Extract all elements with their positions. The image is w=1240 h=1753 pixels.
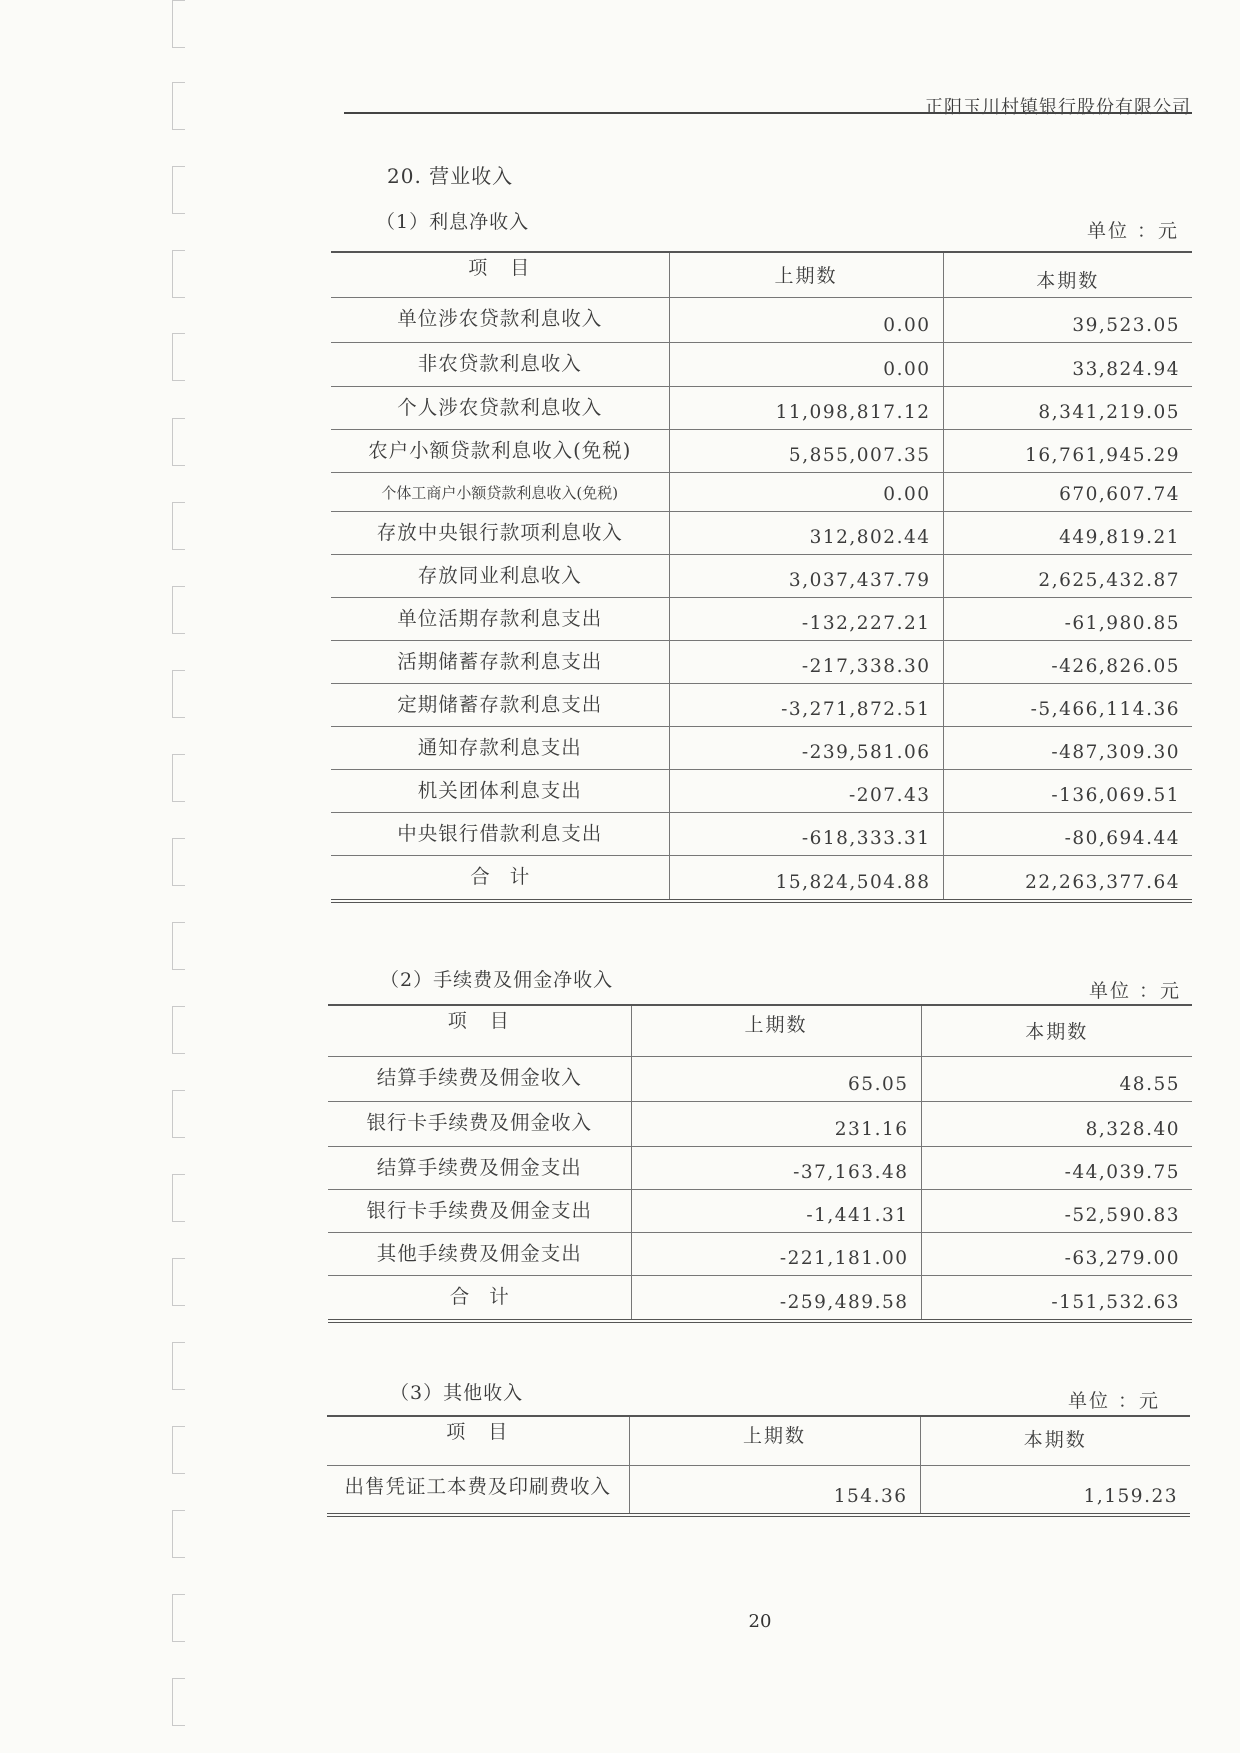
- table-row: [331, 429, 1192, 472]
- table-row: [327, 1465, 1190, 1515]
- page-number: 20: [748, 1611, 772, 1632]
- row-prev: -37,163.48: [631, 1146, 921, 1189]
- table-row: [328, 1101, 1192, 1146]
- section-title: 20. 营业收入: [387, 164, 514, 188]
- row-curr: 48.55: [921, 1056, 1192, 1101]
- row-curr: -5,466,114.36: [943, 683, 1192, 726]
- row-prev: -1,441.31: [631, 1189, 921, 1232]
- table1-unit: 单位 ：元: [1087, 220, 1180, 242]
- row-item: 通知存款利息支出: [331, 726, 669, 769]
- table-row: [331, 342, 1192, 386]
- interest-income-table: [331, 251, 1192, 903]
- row-prev: 0.00: [669, 342, 943, 386]
- column-header-curr: 本期数: [921, 1005, 1192, 1056]
- table2-unit: 单位 ：元: [1089, 980, 1182, 1002]
- table-header-row: [327, 1416, 1190, 1465]
- total-prev: -259,489.58: [631, 1275, 921, 1321]
- column-header-item: 项 目: [331, 252, 669, 297]
- row-curr: 39,523.05: [943, 297, 1192, 342]
- row-curr: -426,826.05: [943, 640, 1192, 683]
- total-curr: 22,263,377.64: [943, 855, 1192, 901]
- row-item: 其他手续费及佣金支出: [328, 1232, 631, 1275]
- table-row: [331, 769, 1192, 812]
- row-curr: -44,039.75: [921, 1146, 1192, 1189]
- column-header-curr: 本期数: [920, 1416, 1190, 1465]
- row-item: 银行卡手续费及佣金支出: [328, 1189, 631, 1232]
- row-item: 活期储蓄存款利息支出: [331, 640, 669, 683]
- row-curr: -136,069.51: [943, 769, 1192, 812]
- row-item: 结算手续费及佣金支出: [328, 1146, 631, 1189]
- row-item: 单位涉农贷款利息收入: [331, 297, 669, 342]
- table-row: [328, 1146, 1192, 1189]
- total-row: [331, 855, 1192, 901]
- row-item: 定期储蓄存款利息支出: [331, 683, 669, 726]
- row-item: 出售凭证工本费及印刷费收入: [327, 1465, 629, 1515]
- table-row: [331, 297, 1192, 342]
- row-curr: -487,309.30: [943, 726, 1192, 769]
- table-row: [331, 683, 1192, 726]
- row-curr: 8,341,219.05: [943, 386, 1192, 429]
- column-header-item: 项 目: [328, 1005, 631, 1056]
- row-prev: 3,037,437.79: [669, 554, 943, 597]
- row-prev: 0.00: [669, 472, 943, 511]
- row-curr: 670,607.74: [943, 472, 1192, 511]
- row-curr: -80,694.44: [943, 812, 1192, 855]
- row-prev: -3,271,872.51: [669, 683, 943, 726]
- table-row: [331, 554, 1192, 597]
- row-curr: 16,761,945.29: [943, 429, 1192, 472]
- table-row: [331, 726, 1192, 769]
- total-prev: 15,824,504.88: [669, 855, 943, 901]
- row-item: 单位活期存款利息支出: [331, 597, 669, 640]
- header-rule: [344, 112, 1192, 114]
- row-item: 存放中央银行款项利息收入: [331, 511, 669, 554]
- row-prev: -618,333.31: [669, 812, 943, 855]
- row-prev: 11,098,817.12: [669, 386, 943, 429]
- row-item: 机关团体利息支出: [331, 769, 669, 812]
- table-row: [331, 597, 1192, 640]
- row-curr: 33,824.94: [943, 342, 1192, 386]
- table-row: [331, 386, 1192, 429]
- table3-title: （3）其他收入: [390, 1382, 524, 1404]
- row-prev: 231.16: [631, 1101, 921, 1146]
- column-header-curr: 本期数: [943, 252, 1192, 297]
- table-row: [331, 472, 1192, 511]
- row-item: 存放同业利息收入: [331, 554, 669, 597]
- column-header-prev: 上期数: [669, 252, 943, 297]
- table-row: [328, 1232, 1192, 1275]
- row-item: 个体工商户小额贷款利息收入(免税): [331, 472, 669, 511]
- row-curr: -63,279.00: [921, 1232, 1192, 1275]
- row-curr: -52,590.83: [921, 1189, 1192, 1232]
- row-item: 农户小额贷款利息收入(免税): [331, 429, 669, 472]
- row-item: 非农贷款利息收入: [331, 342, 669, 386]
- total-label: 合计: [331, 855, 669, 901]
- row-prev: -221,181.00: [631, 1232, 921, 1275]
- row-prev: 312,802.44: [669, 511, 943, 554]
- table-row: [331, 812, 1192, 855]
- total-curr: -151,532.63: [921, 1275, 1192, 1321]
- table-header-row: [328, 1005, 1192, 1056]
- row-item: 个人涉农贷款利息收入: [331, 386, 669, 429]
- row-curr: 2,625,432.87: [943, 554, 1192, 597]
- table1-title: （1）利息净收入: [376, 211, 530, 233]
- column-header-item: 项 目: [327, 1416, 629, 1465]
- other-income-table: [327, 1415, 1190, 1517]
- row-prev: -217,338.30: [669, 640, 943, 683]
- table-row: [328, 1189, 1192, 1232]
- binding-marks: [172, 0, 186, 1753]
- row-item: 中央银行借款利息支出: [331, 812, 669, 855]
- row-prev: 154.36: [629, 1465, 920, 1515]
- total-row: [328, 1275, 1192, 1321]
- row-prev: 5,855,007.35: [669, 429, 943, 472]
- commission-income-table: [328, 1004, 1192, 1323]
- table-header-row: [331, 252, 1192, 297]
- table2-title: （2）手续费及佣金净收入: [380, 969, 614, 991]
- row-item: 结算手续费及佣金收入: [328, 1056, 631, 1101]
- row-item: 银行卡手续费及佣金收入: [328, 1101, 631, 1146]
- row-prev: -132,227.21: [669, 597, 943, 640]
- row-curr: 8,328.40: [921, 1101, 1192, 1146]
- column-header-prev: 上期数: [629, 1416, 920, 1465]
- row-prev: -207.43: [669, 769, 943, 812]
- table-row: [331, 640, 1192, 683]
- column-header-prev: 上期数: [631, 1005, 921, 1056]
- row-prev: -239,581.06: [669, 726, 943, 769]
- row-curr: 1,159.23: [920, 1465, 1190, 1515]
- total-label: 合计: [328, 1275, 631, 1321]
- table-row: [331, 511, 1192, 554]
- row-prev: 0.00: [669, 297, 943, 342]
- row-curr: -61,980.85: [943, 597, 1192, 640]
- header-company: 正阳玉川村镇银行股份有限公司: [925, 97, 1191, 118]
- table3-unit: 单位 ：元: [1068, 1390, 1161, 1412]
- row-prev: 65.05: [631, 1056, 921, 1101]
- table-row: [328, 1056, 1192, 1101]
- row-curr: 449,819.21: [943, 511, 1192, 554]
